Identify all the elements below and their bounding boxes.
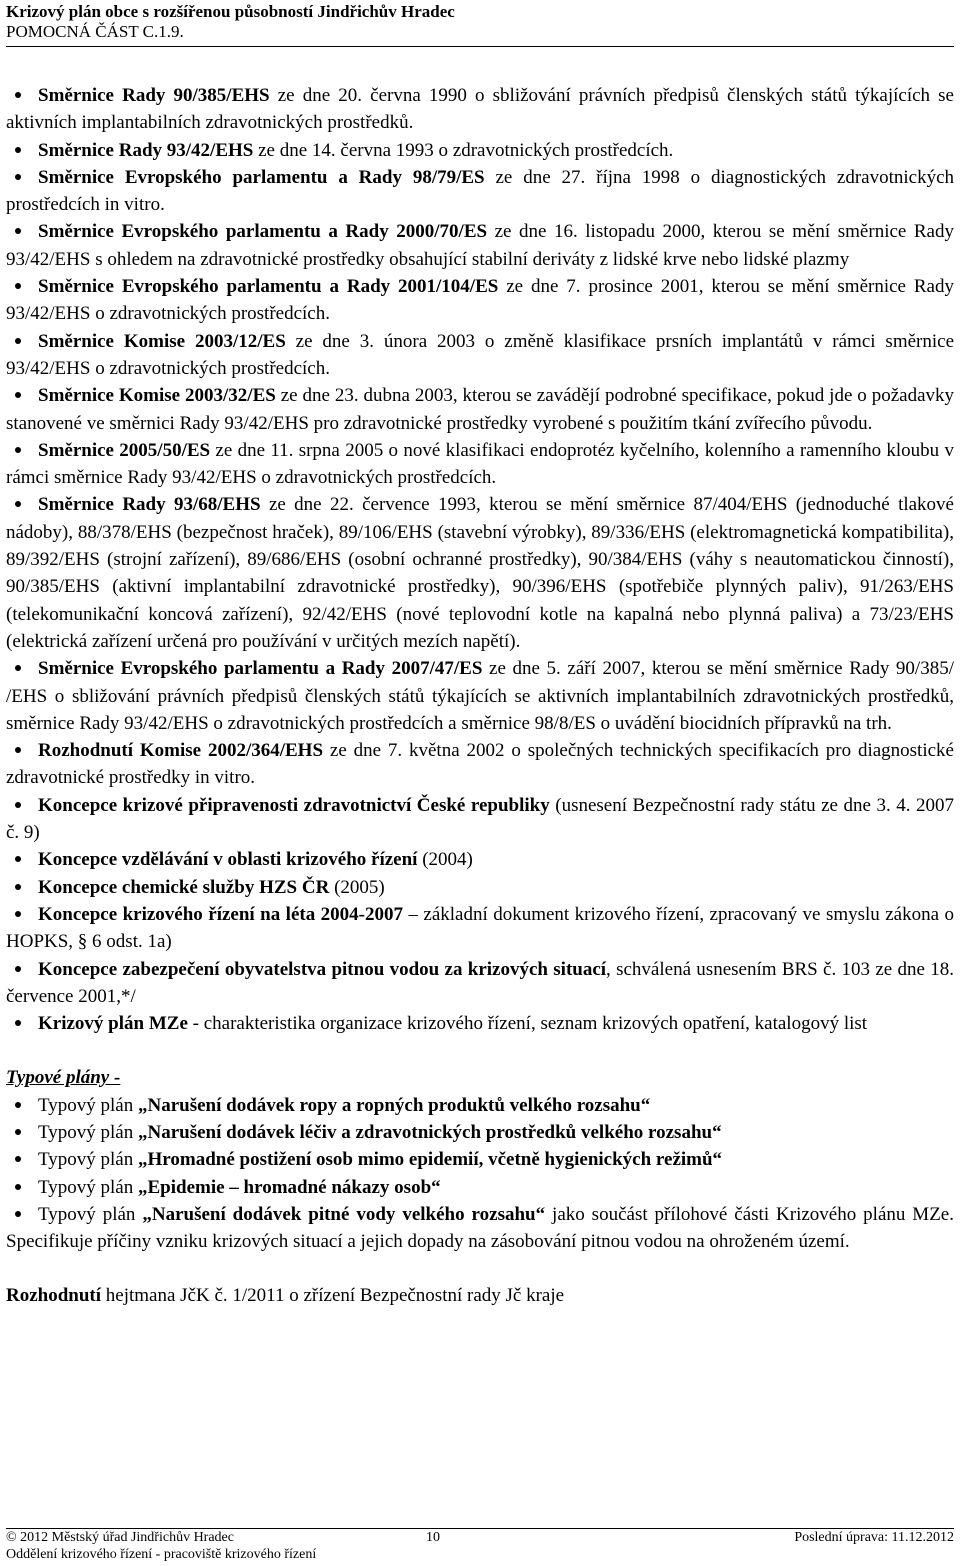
item-prefix: Typový plán xyxy=(38,1121,138,1143)
list-item xyxy=(6,792,954,847)
closing-line xyxy=(6,1282,954,1309)
list-item xyxy=(6,218,954,273)
item-title: Krizový plán MZe xyxy=(38,1013,188,1035)
item-text: ze dne 14. června 1993 o zdravotnických prostředcích. xyxy=(253,139,674,161)
list-item xyxy=(6,1119,954,1146)
page-footer xyxy=(6,1528,954,1563)
header-title: Krizový plán obce s rozšířenou působností Jindřichův Hradec xyxy=(6,2,455,21)
item-text: (2004) xyxy=(417,849,473,871)
item-title: Koncepce zabezpečení obyvatelstva pitnou vodou za krizových situací xyxy=(38,958,607,980)
list-item xyxy=(6,874,954,901)
list-item xyxy=(6,1201,954,1256)
item-title: „Narušení dodávek ropy a ropných produktů velkého rozsahu“ xyxy=(138,1094,651,1116)
list-item xyxy=(6,956,954,1011)
last-modified: Poslední úprava: 11.12.2012 xyxy=(794,1530,954,1545)
item-text: – základní dokument krizového řízení, zpracovaný ve smyslu zákona o HOPKS, § 6 odst. 1a) xyxy=(6,903,955,953)
item-text: ze dne 11. srpna 2005 o nové klasifikaci endoprotéz kyčelního, kolenního a ramenního kloubu v rámci směrnice Rady 93/42/EHS o zdravotnických prostředcích. xyxy=(6,439,954,489)
footer-copyright: © 2012 Městský úřad Jindřichův Hradec xyxy=(6,1530,234,1545)
item-title: Směrnice Evropského parlamentu a Rady 2001/104/ES xyxy=(38,276,499,298)
item-title: „Epidemie – hromadné nákazy osob“ xyxy=(138,1176,441,1198)
list-item xyxy=(6,1174,954,1201)
item-title: Směrnice 2005/50/ES xyxy=(38,439,211,461)
item-title: Koncepce krizové připravenosti zdravotnictví České republiky xyxy=(38,794,550,816)
item-text: ze dne 16. listopadu 2000, kterou se mění směrnice Rady 93/42/EHS s ohledem na zdravotnické prostředky obsahující stabilní deriváty z lidské krve nebo lidské plazmy xyxy=(6,221,954,270)
list-item xyxy=(6,737,954,792)
item-text: - charakteristika organizace krizového řízení, seznam krizových opatření, katalogový list xyxy=(187,1013,868,1035)
item-text: (2005) xyxy=(329,876,385,898)
closing-text: hejtmana JčK č. 1/2011 o zřízení Bezpečnostní rady Jč kraje xyxy=(101,1285,565,1307)
item-text: ze dne 27. října 1998 o diagnostických zdravotnických prostředcích in vitro. xyxy=(6,166,955,216)
item-title: Koncepce chemické služby HZS ČR xyxy=(38,876,330,898)
item-title: „Hromadné postižení osob mimo epidemií, včetně hygienických režimů“ xyxy=(138,1149,723,1171)
item-text: jako součást přílohové části Krizového plánu MZe. Specifikuje příčiny vzniku krizových situací a jejich dopady na zásobování pitnou vodou na ohroženém území. xyxy=(6,1203,954,1253)
item-title: Směrnice Rady 93/68/EHS xyxy=(38,494,261,516)
item-title: „Narušení dodávek léčiv a zdravotnických prostředků velkého rozsahu“ xyxy=(138,1121,722,1143)
document-body xyxy=(6,82,954,1310)
legislation-list xyxy=(6,82,954,1037)
page-header xyxy=(6,2,954,47)
item-text: (usnesení Bezpečnostní rady státu ze dne 3. 4. 2007 č. 9) xyxy=(6,794,954,844)
list-item xyxy=(6,164,954,219)
list-item xyxy=(6,901,954,956)
list-item xyxy=(6,846,954,873)
list-item xyxy=(6,1092,954,1119)
item-prefix: Typový plán xyxy=(38,1203,143,1225)
footer-department: Oddělení krizového řízení - pracoviště krizového řízení xyxy=(6,1547,317,1562)
item-prefix: Typový plán xyxy=(38,1176,138,1198)
list-item xyxy=(6,1010,954,1037)
item-text: ze dne 22. července 1993, kterou se mění směrnice 87/404/EHS (jednoduché tlakové nádoby), 88/378/EHS (bezpečnost hraček), 89/106/EHS (stavební výrobky), 89/336/EHS (elektromagnetická kompatibilita), 89/392/EHS (strojní zařízení), 89/686/EHS (osobní ochranné prostředky), 90/384/EHS (váhy s neautomatickou činností), 90/385/EHS (aktivní implantabilní zdravotnické prostředky), 90/396/EHS (spotřebiče plynných paliv), 91/263/EHS (telekomunikační koncová zařízení), 92/42/EHS (nové teplovodní kotle na kapalná nebo plynná paliva) a 73/23/EHS (elektrická zařízení určená pro používání v určitých mezích napětí). xyxy=(6,494,954,652)
list-item xyxy=(6,382,954,437)
item-text: ze dne 7. května 2002 o společných technických specifikacích pro diagnostické zdravotnické prostředky in vitro. xyxy=(6,740,954,789)
item-title: Směrnice Evropského parlamentu a Rady 2000/70/ES xyxy=(38,221,488,243)
item-title: Směrnice Komise 2003/32/ES xyxy=(38,385,276,407)
item-text: ze dne 3. února 2003 o změně klasifikace prsních implantátů v rámci směrnice 93/42/EHS o zdravotnických prostředcích. xyxy=(6,330,955,379)
list-item xyxy=(6,437,954,492)
list-item xyxy=(6,137,954,164)
item-prefix: Typový plán xyxy=(38,1094,138,1116)
item-prefix: Typový plán xyxy=(38,1149,138,1171)
closing-bold: Rozhodnutí xyxy=(6,1285,102,1307)
item-title: Směrnice Evropského parlamentu a Rady 2007/47/ES xyxy=(38,658,483,680)
item-title: Koncepce vzdělávání v oblasti krizového řízení xyxy=(38,849,418,871)
item-title: Koncepce krizového řízení na léta 2004-2007 xyxy=(38,903,403,925)
page-number: 10 xyxy=(426,1530,440,1545)
item-title: Směrnice Rady 93/42/EHS xyxy=(38,139,254,161)
item-text: ze dne 7. prosince 2001, kterou se mění směrnice Rady 93/42/EHS o zdravotnických prostředcích. xyxy=(6,276,954,325)
header-subtitle: POMOCNÁ ČÁST C.1.9. xyxy=(6,22,184,41)
item-title: Směrnice Rady 90/385/EHS xyxy=(38,85,270,106)
item-text: ze dne 5. září 2007, kterou se mění směrnice Rady 90/385/ /EHS o sbližování právních předpisů členských států týkajících se aktivních implantabilních zdravotnických prostředků, směrnice Rady 93/42/EHS o zdravotnických prostředcích a směrnice 98/8/ES o uvádění biocidních přípravků na trh. xyxy=(6,658,954,734)
list-item xyxy=(6,273,954,328)
item-text: , schválená usnesením BRS č. 103 ze dne 18. července 2001,*/ xyxy=(6,958,954,1007)
item-title: Směrnice Komise 2003/12/ES xyxy=(38,330,286,352)
list-item xyxy=(6,1146,954,1173)
item-text: ze dne 20. června 1990 o sbližování právních předpisů členských států týkajících se aktivních implantabilních zdravotnických prostředků. xyxy=(6,85,954,134)
list-item xyxy=(6,655,954,737)
typove-plany-heading: Typové plány - xyxy=(6,1067,121,1089)
item-title: Směrnice Evropského parlamentu a Rady 98/79/ES xyxy=(38,166,485,188)
item-title: Rozhodnutí Komise 2002/364/EHS xyxy=(38,740,324,762)
typove-plany-list xyxy=(6,1092,954,1256)
item-title: „Narušení dodávek pitné vody velkého rozsahu“ xyxy=(142,1203,546,1225)
list-item xyxy=(6,82,954,137)
item-text: ze dne 23. dubna 2003, kterou se zavádějí podrobné specifikace, pokud jde o požadavky stanovené ve směrnici Rady 93/42/EHS pro zdravotnické prostředky vyrobené s použitím tkání zvířecího původu. xyxy=(6,385,955,434)
list-item xyxy=(6,328,954,383)
list-item xyxy=(6,491,954,655)
